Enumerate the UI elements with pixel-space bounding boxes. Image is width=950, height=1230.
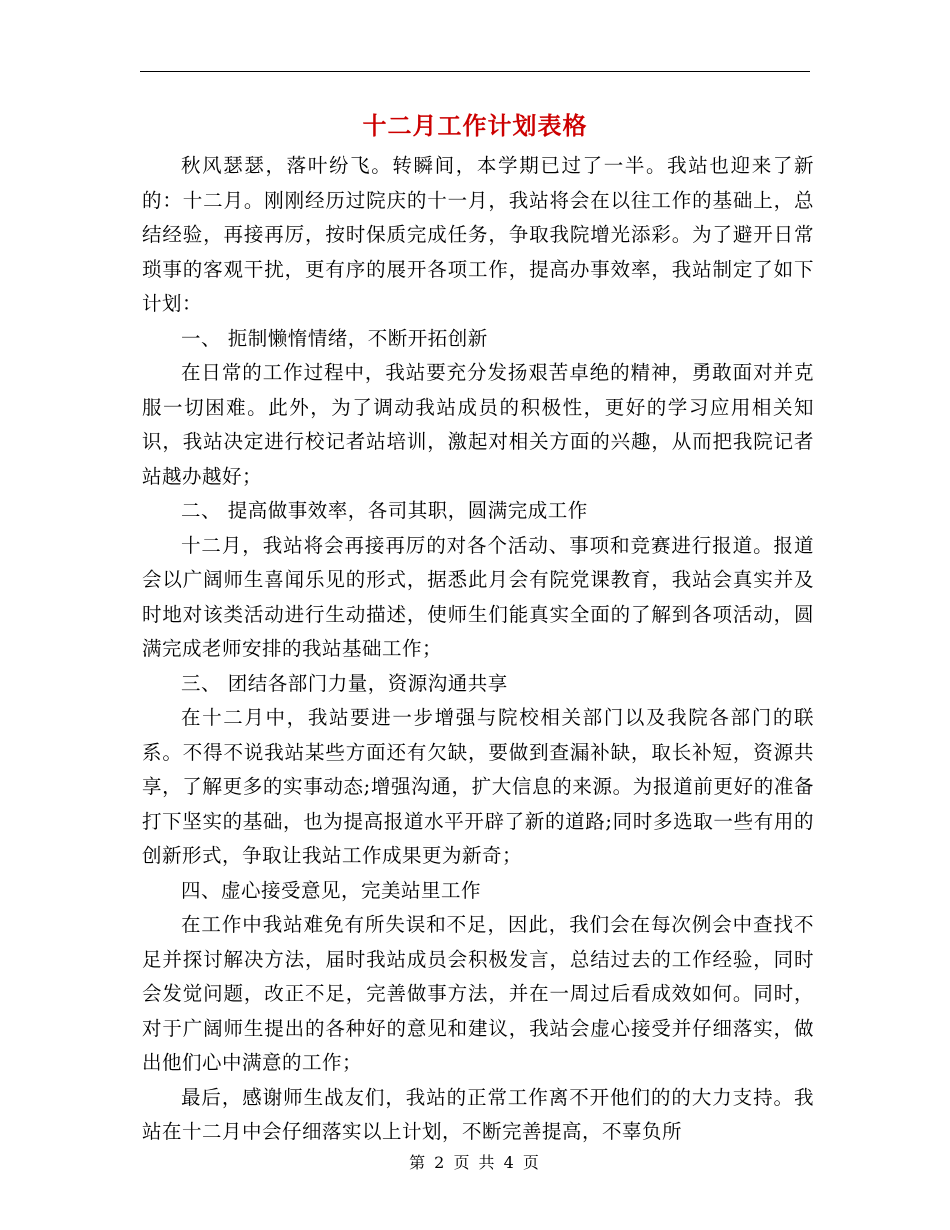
paragraph-intro: 秋风瑟瑟，落叶纷飞。转瞬间，本学期已过了一半。我站也迎来了新的：十二月。刚刚经历过院庆的十一月，我站将会在以往工作的基础上，总结经验，再接再厉，按时保质完成任务，争取我院增光添彩。为了避开日常琐事的客观干扰，更有序的展开各项工作，提高办事效率，我站制定了如下计划： [142,154,814,315]
section-heading-1: 一、 扼制懒惰情绪，不断开拓创新 [181,326,488,350]
paragraph-closing: 最后，感谢师生战友们，我站的正常工作离不开他们的的大力支持。我站在十二月中会仔细落实以上计划，不断完善提高，不辜负所 [142,1085,814,1143]
section-heading-4: 四、虚心接受意见，完美站里工作 [181,878,482,902]
document-body [142,149,814,1150]
paragraph-section-4: 在工作中我站难免有所失误和不足，因此，我们会在每次例会中查找不足并探讨解决方法，届时我站成员会积极发言，总结过去的工作经验，同时会发觉问题，改正不足，完善做事方法，并在一周过后看成效如何。同时，对于广阔师生提出的各种好的意见和建议，我站会虚心接受并仔细落实，做出他们心中满意的工作； [142,913,814,1074]
paragraph-section-2: 十二月，我站将会再接再厉的对各个活动、事项和竞赛进行报道。报道会以广阔师生喜闻乐见的形式，据悉此月会有院党课教育，我站会真实并及时地对该类活动进行生动描述，使师生们能真实全面的了解到各项活动，圆满完成老师安排的我站基础工作； [142,533,814,660]
paragraph-section-1: 在日常的工作过程中，我站要充分发扬艰苦卓绝的精神，勇敢面对并克服一切困难。此外，为了调动我站成员的积极性，更好的学习应用相关知识，我站决定进行校记者站培训，激起对相关方面的兴趣，从而把我院记者站越办越好； [142,361,814,488]
header-rule [140,71,810,72]
section-heading-2: 二、 提高做事效率，各司其职，圆满完成工作 [181,499,588,522]
page-number-footer: 第 2 页 共 4 页 [409,1153,541,1172]
section-heading-3: 三、 团结各部门力量，资源沟通共享 [181,671,508,695]
document-title: 十二月工作计划表格 [362,111,588,140]
paragraph-section-3: 在十二月中，我站要进一步增强与院校相关部门以及我院各部门的联系。不得不说我站某些方面还有欠缺，要做到查漏补缺，取长补短，资源共享，了解更多的实事动态;增强沟通，扩大信息的来源。为报道前更好的准备打下坚实的基础，也为提高报道水平开辟了新的道路;同时多选取一些有用的创新形式，争取让我站工作成果更为新奇； [142,706,814,867]
